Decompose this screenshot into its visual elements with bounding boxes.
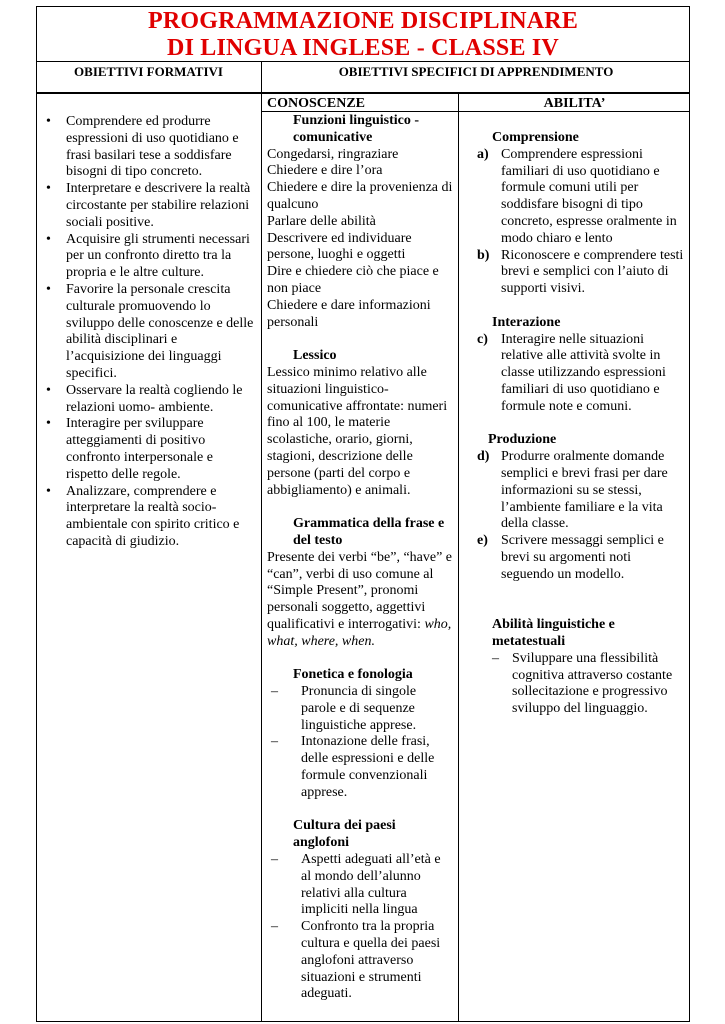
list-item <box>46 416 254 483</box>
item-text: Sviluppare una flessibilità cognitiva attraverso costante sollecitazione e progressivo sviluppo del linguaggio. <box>512 650 673 717</box>
item-text: Interagire nelle situazioni relative alle attività svolte in classe utilizzando espressioni familiari di uso quotidiano e formule note e comuni. <box>501 331 666 414</box>
abilita-column <box>477 130 685 718</box>
funzioni-title: Funzioni linguistico - comunicative <box>293 113 420 145</box>
funzioni-item: Parlare delle abilità <box>267 213 376 229</box>
list-item-text: Osservare la realtà cogliendo le relazioni uomo- ambiente. <box>66 382 243 415</box>
list-item <box>46 181 254 231</box>
title-line-2: DI LINGUA INGLESE - CLASSE IV <box>167 35 559 61</box>
column-divider-2 <box>458 94 459 1022</box>
list-item <box>46 114 254 181</box>
list-item-text: Interpretare e descrivere la realtà circostante per stabilire relazioni sociali positive. <box>66 181 251 230</box>
formativi-list <box>46 114 254 551</box>
header-obiettivi-formativi: OBIETTIVI FORMATIVI <box>74 64 223 79</box>
list-item <box>46 281 254 383</box>
bullet-icon: • <box>46 483 51 499</box>
abilita-linguistiche-title: Abilità linguistiche e metatestuali <box>492 617 615 649</box>
list-item <box>267 684 453 734</box>
list-item <box>477 651 685 718</box>
funzioni-item: Congedarsi, ringraziare <box>267 146 399 162</box>
list-item <box>477 332 685 416</box>
dash-icon: – <box>271 919 278 935</box>
item-letter: a) <box>477 146 489 162</box>
produzione-title: Produzione <box>488 432 557 448</box>
funzioni-item: Chiedere e dire la provenienza di qualcuno <box>267 180 453 212</box>
header-obiettivi-specifici: OBIETTIVI SPECIFICI DI APPRENDIMENTO <box>338 64 614 79</box>
page-title <box>36 8 690 62</box>
funzioni-item: Chiedere e dire l’ora <box>267 163 383 179</box>
list-item <box>267 852 453 919</box>
cultura-item: Aspetti adeguati all’età e al mondo dell’alunno relativi alla cultura impliciti nella lingua <box>301 852 441 918</box>
grammatica-body: Presente dei verbi “be”, “have” e “can”, verbi di uso comune al “Simple Present”, pronomi personali soggetto, aggettivi qualificativi e interrogativi: <box>267 549 453 632</box>
bullet-icon: • <box>46 181 51 197</box>
list-item <box>46 483 254 551</box>
item-text: Scrivere messaggi semplici e brevi su argomenti noti seguendo un modello. <box>501 533 664 582</box>
item-letter: e) <box>477 533 488 549</box>
item-letter: c) <box>477 331 488 347</box>
list-item <box>477 147 685 248</box>
list-item <box>46 231 254 282</box>
list-item <box>477 533 685 583</box>
dash-icon: – <box>271 684 278 700</box>
list-item <box>477 248 685 298</box>
fonetica-item: Intonazione delle frasi, delle espressioni e delle formule convenzionali apprese. <box>301 734 435 800</box>
bullet-icon: • <box>46 114 51 129</box>
header-conoscenze: CONOSCENZE <box>267 96 366 111</box>
column-divider-1 <box>261 61 262 1022</box>
item-text: Riconoscere e comprendere testi brevi e semplici con l’aiuto di supporti visivi. <box>501 247 684 297</box>
list-item <box>267 734 453 801</box>
grammatica-text <box>267 550 453 651</box>
list-item-text: Acquisire gli strumenti necessari per un confronto diretto tra la propria e le altre culture. <box>66 231 250 281</box>
item-letter: b) <box>477 247 490 263</box>
bullet-icon: • <box>46 416 51 432</box>
bullet-icon: • <box>46 281 51 297</box>
lessico-text: Lessico minimo relativo alle situazioni linguistico-comunicative affrontate: numeri fino al 100, le materie scolastiche, orario, giorni, stagioni, descrizione delle persone (parti del corpo e abbigliamento) e animali. <box>267 364 448 498</box>
fonetica-title: Fonetica e fonologia <box>293 667 413 683</box>
item-text: Comprendere espressioni familiari di uso quotidiano e formule comuni utili per soddisfare bisogni di tipo concreto, espresse oralmente in modo chiaro e lento <box>501 146 677 246</box>
funzioni-item: Chiedere e dare informazioni personali <box>267 297 431 330</box>
interazione-title: Interazione <box>492 314 561 330</box>
formativi-column <box>46 114 254 551</box>
list-item-text: Comprendere ed produrre espressioni di uso quotidiano e frasi basilari tese a soddisfare bisogni di tipo concreto. <box>66 114 239 180</box>
cultura-item: Confronto tra la propria cultura e quella dei paesi anglofoni attraverso situazioni e strumenti adeguati. <box>301 919 441 1002</box>
item-text: Produrre oralmente domande semplici e brevi frasi per dare informazioni su se stessi, l’ambiente familiare e la vita della classe. <box>501 449 668 532</box>
list-item <box>267 919 453 1003</box>
list-item-text: Analizzare, comprendere e interpretare la realtà socio-ambientale con spirito critico e capacità di giudizio. <box>66 483 240 549</box>
item-letter: d) <box>477 449 490 465</box>
list-item <box>46 382 254 417</box>
header-abilita: ABILITA’ <box>543 96 606 111</box>
dash-icon: – <box>492 650 499 666</box>
bullet-icon: • <box>46 382 51 398</box>
fonetica-item: Pronuncia di singole parole e di sequenze linguistiche apprese. <box>301 684 417 733</box>
grammatica-title: Grammatica della frase e del testo <box>293 516 445 548</box>
list-item-text: Interagire per sviluppare atteggiamenti di positivo confronto interpersonale e rispetto delle regole. <box>66 416 213 482</box>
dash-icon: – <box>271 734 278 750</box>
comprensione-title: Comprensione <box>492 130 579 145</box>
bullet-icon: • <box>46 231 51 247</box>
funzioni-item: Descrivere ed individuare persone, luoghi e oggetti <box>267 230 412 263</box>
list-item-text: Favorire la personale crescita culturale promuovendo lo sviluppo delle conoscenze e delle abilità disciplinari e l’acquisizione dei linguaggi specifici. <box>66 281 254 381</box>
conoscenze-column <box>267 113 453 1003</box>
list-item <box>477 449 685 533</box>
cultura-title: Cultura dei paesi anglofoni <box>293 818 396 851</box>
funzioni-item: Dire e chiedere ciò che piace e non piace <box>267 264 439 296</box>
dash-icon: – <box>271 852 278 868</box>
lessico-title: Lessico <box>293 348 337 364</box>
rule-under-header <box>36 92 690 94</box>
grammatica-italic: who, what, where, when. <box>267 616 452 649</box>
title-line-1: PROGRAMMAZIONE DISCIPLINARE <box>147 8 579 34</box>
